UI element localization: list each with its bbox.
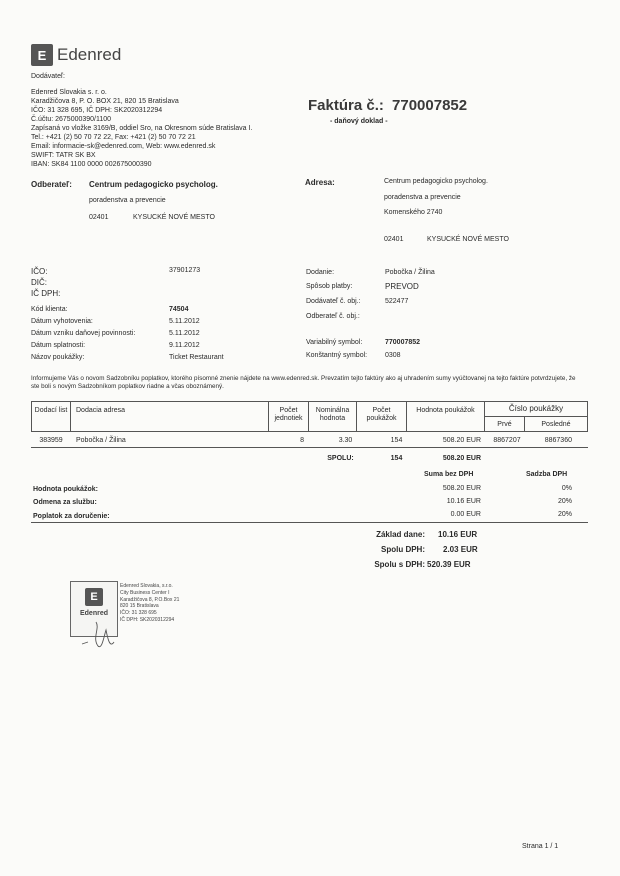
td-count: 154: [390, 437, 403, 444]
th-delivery-note: Dodací list: [34, 407, 68, 414]
td-value: 508.20 EUR: [442, 437, 481, 444]
supplier-line: Email: informacie-sk@edenred.com, Web: www.edenred.sk: [31, 143, 216, 150]
address-line1: Centrum pedagogicko psycholog.: [384, 178, 488, 185]
total-value: 10.16 EUR: [438, 530, 478, 539]
page-number: Strana 1 / 1: [522, 843, 559, 850]
sum-label: SPOLU:: [327, 455, 354, 462]
supplier-line: IBAN: SK84 1100 0000 002675000390: [31, 161, 152, 168]
brand-name: Edenred: [57, 45, 122, 64]
supplier-line: IČO: 31 328 695, IČ DPH: SK2020312294: [31, 107, 163, 114]
th-voucher-no: Číslo poukážky: [508, 404, 564, 413]
detail-label: Kód klienta:: [31, 306, 68, 313]
detail-value: Pobočka / Žilina: [385, 269, 435, 276]
stamp-line: City Business Center I: [120, 589, 170, 596]
supplier-line: Č.účtu: 2675000390/1100: [31, 116, 112, 123]
td-delivery-note: 383959: [39, 437, 63, 444]
detail-value: 74504: [169, 306, 189, 313]
customer-zip: 02401: [89, 214, 109, 221]
supplier-line: Zapísaná vo vložke 3169/B, oddiel Sro, na Okresnom súde Bratislava I.: [31, 125, 253, 132]
icdph-label: IČ DPH:: [31, 289, 61, 298]
summary-label: Hodnota poukážok:: [33, 486, 98, 493]
detail-row-due-date: [31, 341, 271, 353]
supplier-line: Edenred Slovakia s. r. o.: [31, 89, 107, 96]
th-first: Prvé: [497, 421, 512, 428]
summary-rate: 0%: [561, 485, 572, 492]
address-label: Adresa:: [305, 178, 335, 187]
dic-label: DIČ:: [31, 278, 47, 287]
supplier-line: SWIFT: TATR SK BX: [31, 152, 96, 159]
stamp-line: IČ DPH: SK2020312294: [120, 616, 175, 623]
td-delivery-address: Pobočka / Žilina: [76, 437, 126, 444]
invoice-number: 770007852: [392, 97, 468, 114]
total-label: Spolu s DPH:: [374, 560, 425, 569]
detail-label: Dátum splatnosti:: [31, 342, 86, 349]
total-value: 2.03 EUR: [443, 545, 478, 554]
detail-label: Dátum vyhotovenia:: [31, 318, 93, 325]
total-label: Základ dane:: [376, 530, 425, 539]
supplier-line: Karadžičova 8, P. O. BOX 21, 820 15 Bratislava: [31, 98, 179, 105]
supplier-line: Tel.: +421 (2) 50 70 72 22, Fax: +421 (2) 50 70 72 21: [31, 134, 196, 141]
sum-count: 154: [390, 455, 403, 462]
detail-row-constant-symbol: [306, 351, 546, 364]
th-value: Hodnota poukážok: [416, 407, 475, 414]
summary-rate: 20%: [557, 498, 572, 505]
detail-row-client-code: [31, 305, 271, 317]
summary-col-rate: Sadzba DPH: [526, 471, 568, 478]
td-first: 8867207: [493, 437, 521, 444]
detail-label: Dátum vzniku daňovej povinnosti:: [31, 330, 136, 337]
detail-label: Dodanie:: [306, 269, 335, 276]
detail-value: PREVOD: [385, 282, 419, 291]
address-line2: poradenstva a prevencie: [384, 194, 461, 201]
summary-col-amount: Suma bez DPH: [424, 471, 474, 478]
address-city: KYSUCKÉ NOVÉ MESTO: [427, 236, 509, 243]
customer-label: Odberateľ:: [31, 180, 72, 189]
detail-row-delivery: [306, 268, 546, 282]
signature: [78, 618, 138, 652]
detail-label: Variabilný symbol:: [306, 339, 363, 346]
ico-value: 37901273: [169, 267, 201, 274]
stamp-logo-text: Edenred: [79, 610, 108, 617]
th-nominal: Nominálna hodnota: [315, 407, 350, 422]
details-left: [31, 305, 271, 365]
detail-row-variable-symbol: [306, 338, 546, 351]
detail-label: Konštantný symbol:: [306, 352, 368, 359]
fee-notice: Informujeme Vás o novom Sadzobníku poplatkov, ktorého písomné znenie nájdete na www.edenred.sk. Prevzatím tejto faktúry ako aj uhradením sumy vyúčtovanej na tejto faktúre potvrdzujete, že ste boli s novým Sadzobníkom poplatkov riadne a včas oboznámený.: [31, 375, 576, 390]
detail-label: Odberateľ č. obj.:: [306, 313, 360, 320]
invoice-subtitle: - daňový doklad -: [330, 118, 388, 125]
detail-row-issue-date: [31, 317, 271, 329]
summary-amount: 10.16 EUR: [446, 498, 481, 505]
detail-value: 9.11.2012: [169, 342, 200, 349]
detail-value: 5.11.2012: [169, 318, 200, 325]
stamp-line: Karadžičova 8, P.O.Box 21: [120, 596, 180, 603]
summary-label: Poplatok za doručenie:: [33, 513, 110, 520]
ico-label: IČO:: [31, 267, 48, 276]
detail-label: Spôsob platby:: [306, 283, 353, 290]
td-units: 8: [300, 437, 304, 444]
total-label: Spolu DPH:: [381, 545, 425, 554]
detail-value: Ticket Restaurant: [169, 354, 224, 361]
detail-value: 522477: [385, 298, 409, 305]
detail-value: 770007852: [385, 339, 421, 346]
detail-value: 5.11.2012: [169, 330, 200, 337]
summary-label: Odmena za službu:: [33, 499, 97, 506]
th-count: Počet poukážok: [366, 407, 397, 422]
detail-row-voucher-name: [31, 353, 271, 365]
detail-row-payment: [306, 282, 546, 297]
supplier-block: [31, 88, 291, 169]
total-value: 520.39 EUR: [427, 560, 471, 569]
td-last: 8867360: [544, 437, 572, 444]
th-last: Posledné: [541, 421, 571, 428]
address-line3: Komenského 2740: [384, 209, 443, 216]
detail-row-tax-date: [31, 329, 271, 341]
customer-name: Centrum pedagogicko psycholog.: [89, 180, 218, 189]
sum-value: 508.20 EUR: [442, 455, 481, 462]
edenred-logo-icon: E: [31, 44, 53, 66]
td-nominal: 3.30: [338, 437, 353, 444]
summary-amount: 508.20 EUR: [442, 485, 481, 492]
detail-label: Názov poukážky:: [31, 354, 85, 361]
customer-name2: poradenstva a prevencie: [89, 197, 166, 204]
th-units: Počet jednotiek: [274, 407, 303, 422]
stamp-line: 820 15 Bratislava: [120, 603, 159, 610]
th-delivery-address: Dodacia adresa: [76, 407, 126, 414]
supplier-label: Dodávateľ:: [31, 73, 65, 80]
summary-rate: 20%: [557, 511, 572, 518]
address-zip: 02401: [384, 236, 404, 243]
detail-value: 0308: [385, 352, 401, 359]
stamp-line: IČO: 31 328 695: [120, 610, 157, 617]
detail-label: Dodávateľ č. obj.:: [306, 298, 361, 305]
details-right: [306, 268, 546, 364]
stamp-logo-icon: E: [85, 588, 103, 606]
detail-row-customer-order: [306, 312, 546, 338]
stamp-line: Edenred Slovakia, s.r.o.: [120, 583, 173, 589]
invoice-title-label: Faktúra č.:: [308, 97, 384, 114]
summary-amount: 0.00 EUR: [450, 511, 481, 518]
detail-row-supplier-order: [306, 297, 546, 312]
invoice-title: [308, 97, 467, 114]
customer-city: KYSUCKÉ NOVÉ MESTO: [133, 214, 215, 221]
